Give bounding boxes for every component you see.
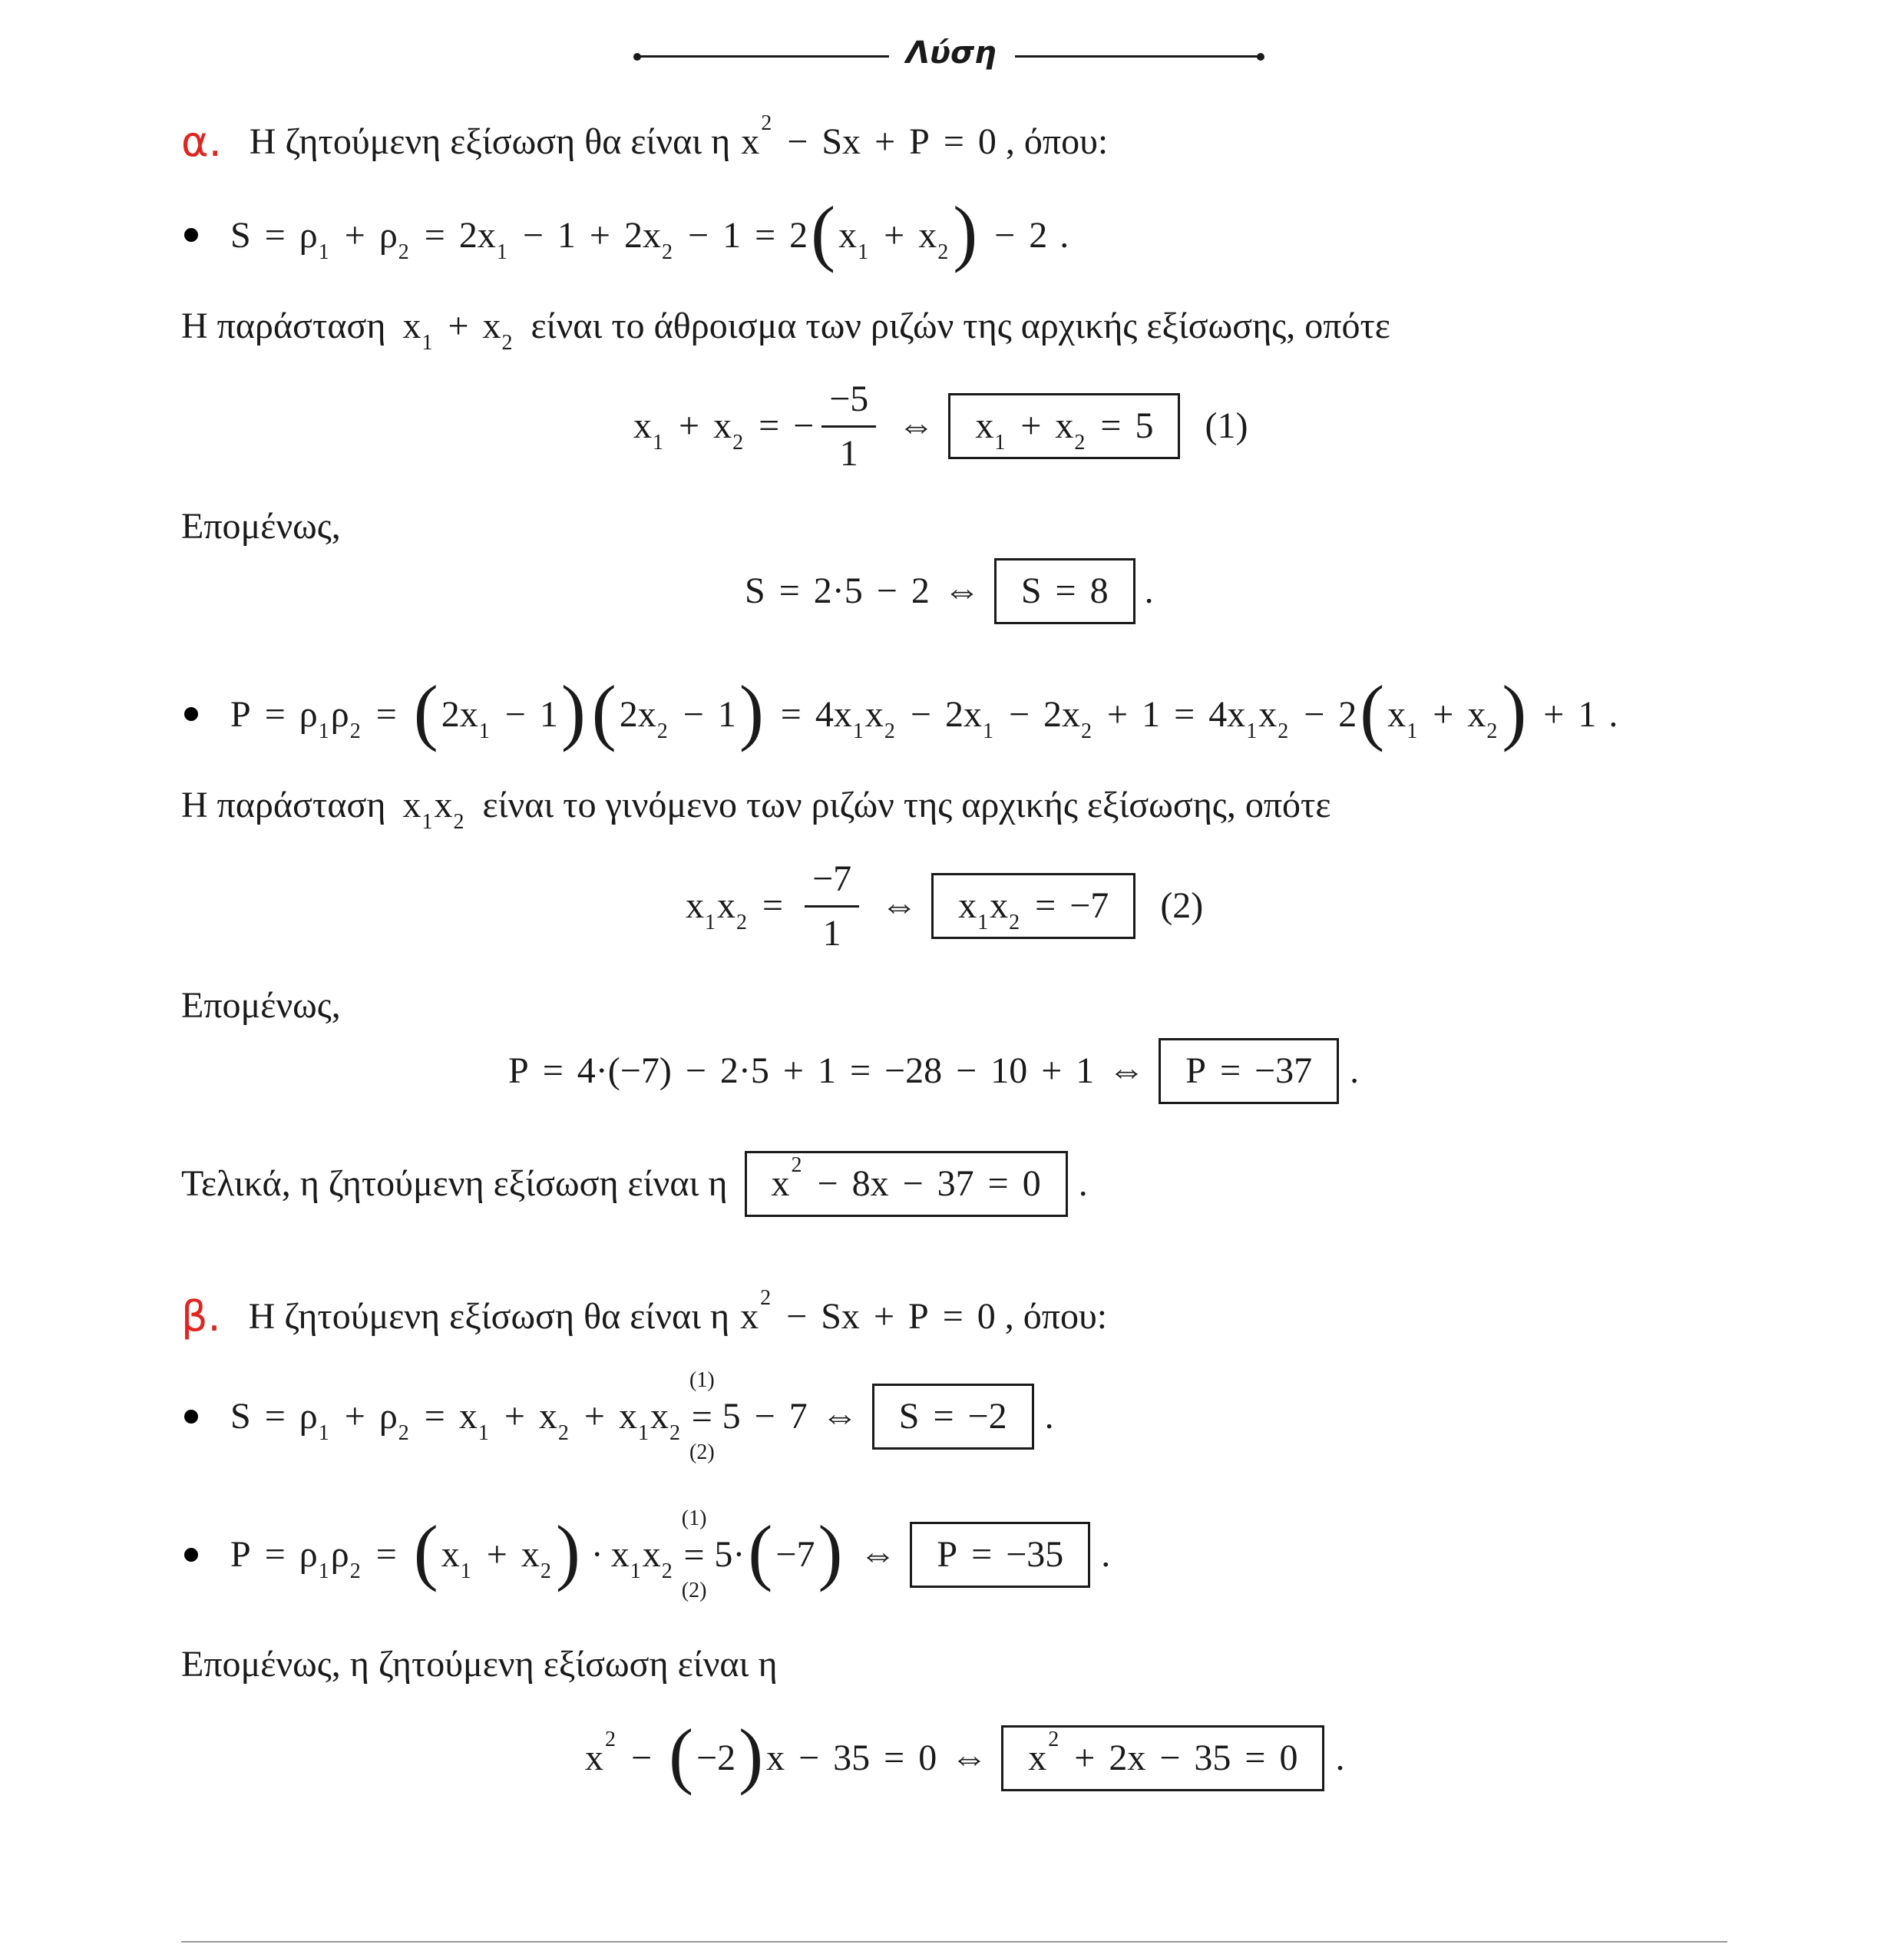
equation-b-product: P = ρ 1 ρ 2 = ( x 1 + x 2 ) · x 1 x 2 (1) = (2) 5· ( −7 ) ⇔ P = −35 . [230,1506,1111,1602]
bullet [184,228,198,242]
equation-final-a: Τελικά, η ζητούμενη εξίσωση είναι η x 2 − 8x − 37 = 0 . [181,1153,1088,1215]
bullet [184,1410,198,1424]
boxed-result: P = −37 [1159,1038,1339,1104]
boxed-result: S = −2 [872,1384,1034,1450]
equation-b-sum: S = ρ 1 + ρ 2 = x 1 + x 2 + x 1 x 2 (1) = (2) 5 − 7 ⇔ S = −2 . [230,1368,1054,1464]
equation-tag: (2) [1160,885,1204,926]
boxed-result: x 2 − 8x − 37 = 0 [745,1151,1068,1217]
header-rule-left [637,55,889,58]
text-final-b: Επομένως, η ζητούμενη εξίσωση είναι η [181,1644,778,1685]
equation-tag: (1) [1205,405,1248,446]
equation-product-value: x 1 x 2 = $\frac{-7}{1}$ ⇔ x 1 x 2 = −7 (2) [686,858,1204,954]
boxed-result: x 1 x 2 = −7 [931,873,1135,939]
part-b-label: β. [181,1292,221,1341]
text-therefore: Επομένως, [181,506,341,547]
part-a-intro: α. Η ζητούμενη εξίσωση θα είναι η x 2 − Sx + P = 0 , όπου: [181,111,1109,166]
bottom-rule [181,1941,1727,1943]
boxed-result: S = 8 [994,558,1135,624]
header-dot-right [1257,53,1264,61]
part-a-label: α. [181,117,222,166]
equation-sum-expansion: S = ρ 1 + ρ 2 = 2x 1 − 1 + 2x 2 − 1 = 2 ( x 1 + x 2 ) − 2 . [230,191,1069,274]
equation-p-value: P = 4·(−7) − 2·5 + 1 = −28 − 10 + 1 ⇔ P = −37 . [508,1040,1359,1102]
boxed-result: x 1 + x 2 = 5 [948,393,1180,459]
bullet [184,1548,198,1562]
part-b-intro: β. Η ζητούμενη εξίσωση θα είναι η x 2 − Sx + P = 0 , όπου: [181,1286,1108,1341]
boxed-result: x 2 + 2x − 35 = 0 [1001,1725,1324,1791]
text-therefore: Επομένως, [181,985,341,1026]
header-title: Λύση [906,35,997,71]
equation-product-expansion: P = ρ 1 ρ 2 = ( 2x 1 − 1 ) ( 2x 2 − 1 ) = 4x 1 x 2 − 2x 1 − 2x 2 + 1 = 4x 1 x 2 − 2 ( x 1 + x 2 ) + 1 . [230,670,1618,753]
text-sum-of-roots: Η παράσταση x 1 + x 2 είναι το άθροισμα των ριζών της αρχικής εξίσωσης, οπότε [181,306,1390,355]
equation-sum-value: x 1 + x 2 = − $\frac{-5}{1}$ ⇔ x 1 + x 2 = 5 (1) [633,378,1248,474]
header-rule-right [1015,55,1261,58]
bullet [184,707,198,721]
boxed-result: P = −35 [910,1522,1090,1588]
equation-final-b: x 2 − ( −2 ) x − 35 = 0 ⇔ x 2 + 2x − 35 = 0 . [585,1714,1345,1797]
equation-s-value: S = 2·5 − 2 ⇔ S = 8 . [745,560,1154,622]
text-product-of-roots: Η παράσταση x 1 x 2 είναι το γινόμενο των ριζών της αρχικής εξίσωσης, οπότε [181,785,1331,834]
